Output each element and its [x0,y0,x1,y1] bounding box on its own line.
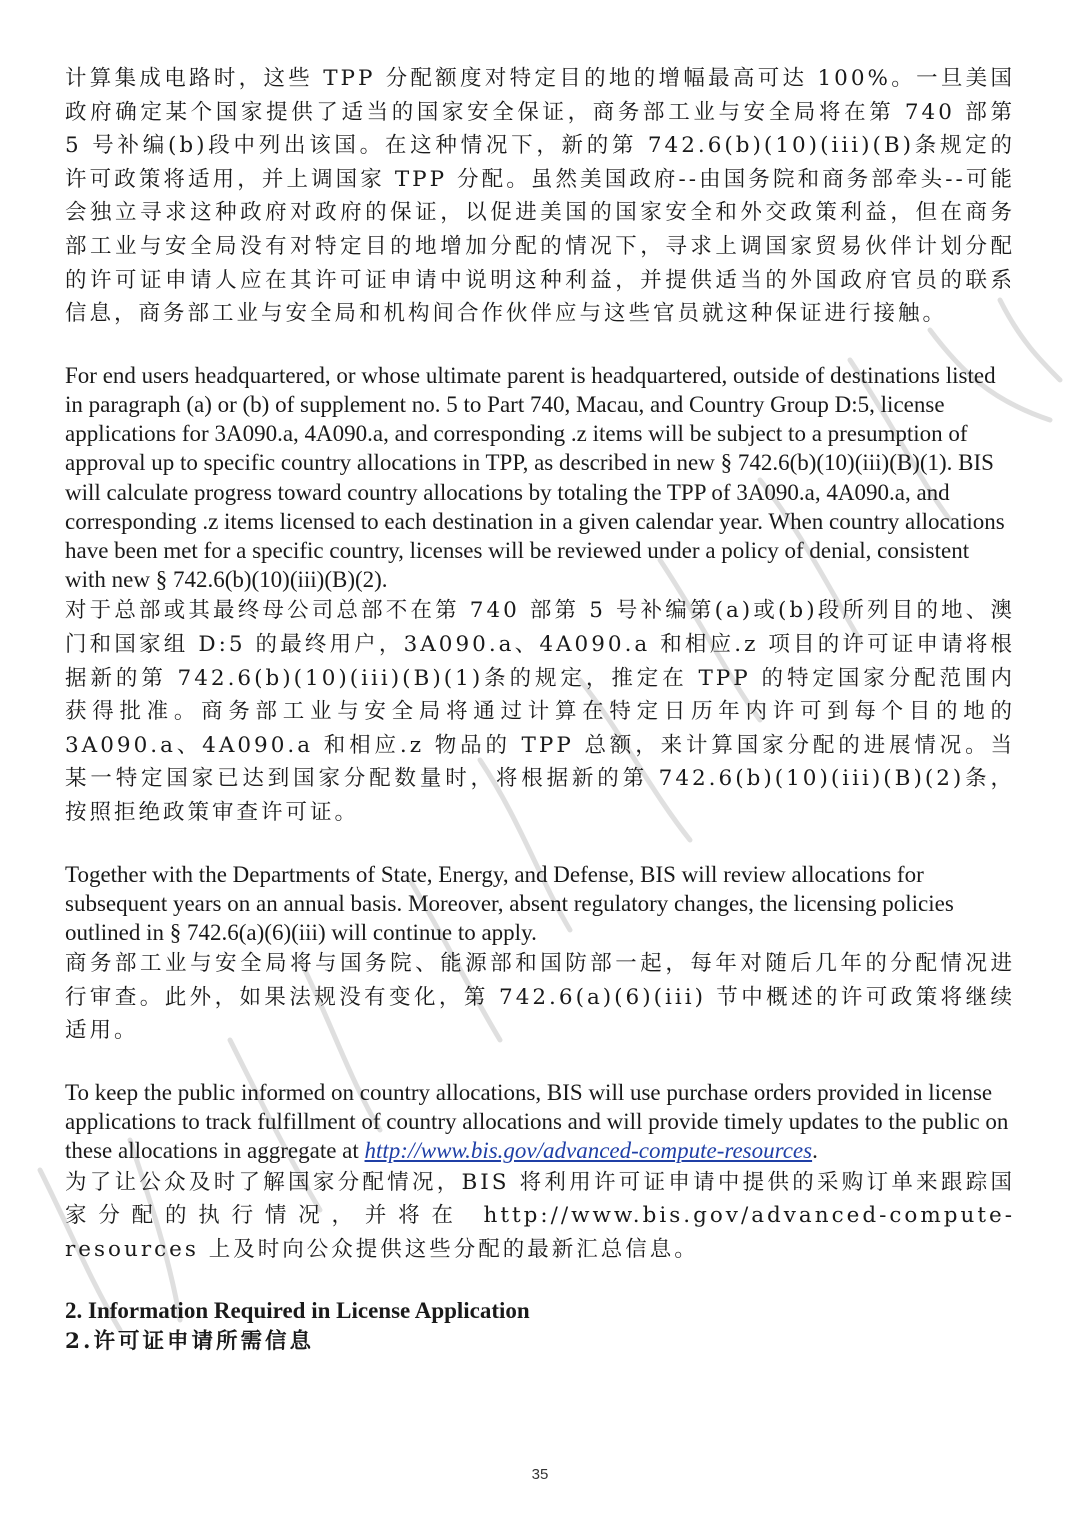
section-heading-zh: 2.许可证申请所需信息 [65,1329,314,1355]
paragraph-2-en: For end users headquartered, or whose ultimate parent is headquartered, outside of destinations listed in paragraph (a) or (b) of supplement no. 5 to Part 740, Macau, and Country Group D:5, license applications for 3A090.a, 4A090.a, and corresponding .z items will be subject to a presumption of approval up to specific country allocations in TPP, as described in new § 742.6(b)(10)(iii)(B)(1). BIS will calculate progress toward country allocations by totaling the TPP of 3A090.a, 4A090.a, and corresponding .z items licensed to each destination in a given calendar year. When country allocations have been met for a specific country, licenses will be reviewed under a policy of denial, consistent with new § 742.6(b)(10)(iii)(B)(2). [65,362,1005,593]
paragraph-4-en [65,1078,1015,1166]
paragraph-3-en: Together with the Departments of State, Energy, and Defense, BIS will review allocations for subsequent years on an annual basis. Moreover, absent regulatory changes, the licensing policies outlined in § 742.6(a)(6)(iii) will continue to apply. [65,861,954,945]
paragraph-4-en-period: . [812,1138,818,1164]
page-number: 35 [531,1466,549,1483]
paragraph-4-en-text: To keep the public informed on country allocations, BIS will use purchase orders provided in license applications to track fulfillment of country allocations and will provide timely updates to the public on these allocations in aggregate at [65,1079,1009,1164]
paragraph-1-zh: 计算集成电路时，这些 TPP 分配额度对特定目的地的增幅最高可达 100%。一旦美国政府确定某个国家提供了适当的国家安全保证，商务部工业与安全局将在第 740 部第 5 号补编(b)段中列出该国。在这种情况下，新的第 742.6(b)(10)(iii)(B)条规定的许可政策将适用，并上调国家 TPP 分配。虽然美国政府--由国务院和商务部牵头--可能会独立寻求这种政府对政府的保证，以促进美国的国家安全和外交政策利益，但在商务部工业与安全局没有对特定目的地增加分配的情况下，寻求上调国家贸易伙伴计划分配的许可证申请人应在其许可证申请中说明这种利益，并提供适当的外国政府官员的联系信息，商务部工业与安全局和机构间合作伙伴应与这些官员就这种保证进行接触。 [65,66,1015,327]
section-heading-en: 2. Information Required in License Application [65,1298,530,1324]
advanced-compute-resources-link[interactable]: http://www.bis.gov/advanced-compute-resources [364,1138,813,1164]
paragraph-2-zh: 对于总部或其最终母公司总部不在第 740 部第 5 号补编第(a)或(b)段所列目的地、澳门和国家组 D:5 的最终用户，3A090.a、4A090.a 和相应.z 项目的许可证申请将根据新的第 742.6(b)(10)(iii)(B)(1)条的规定，推定在 TPP 的特定国家分配范围内获得批准。商务部工业与安全局将通过计算在特定日历年内许可到每个目的地的 3A090.a、4A090.a 和相应.z 物品的 TPP 总额，来计算国家分配的进展情况。当某一特定国家已达到国家分配数量时，将根据新的第 742.6(b)(10)(iii)(B)(2)条，按照拒绝政策审查许可证。 [65,598,1015,825]
paragraph-4-zh: 为了让公众及时了解国家分配情况，BIS 将利用许可证申请中提供的采购订单来跟踪国家分配的执行情况，并将在 http://www.bis.gov/advanced-compute-resources 上及时向公众提供这些分配的最新汇总信息。 [65,1169,1015,1262]
paragraph-3-zh: 商务部工业与安全局将与国务院、能源部和国防部一起，每年对随后几年的分配情况进行审查。此外，如果法规没有变化，第 742.6(a)(6)(iii) 节中概述的许可政策将继续适用。 [65,951,1015,1044]
document-body [65,62,1015,1358]
